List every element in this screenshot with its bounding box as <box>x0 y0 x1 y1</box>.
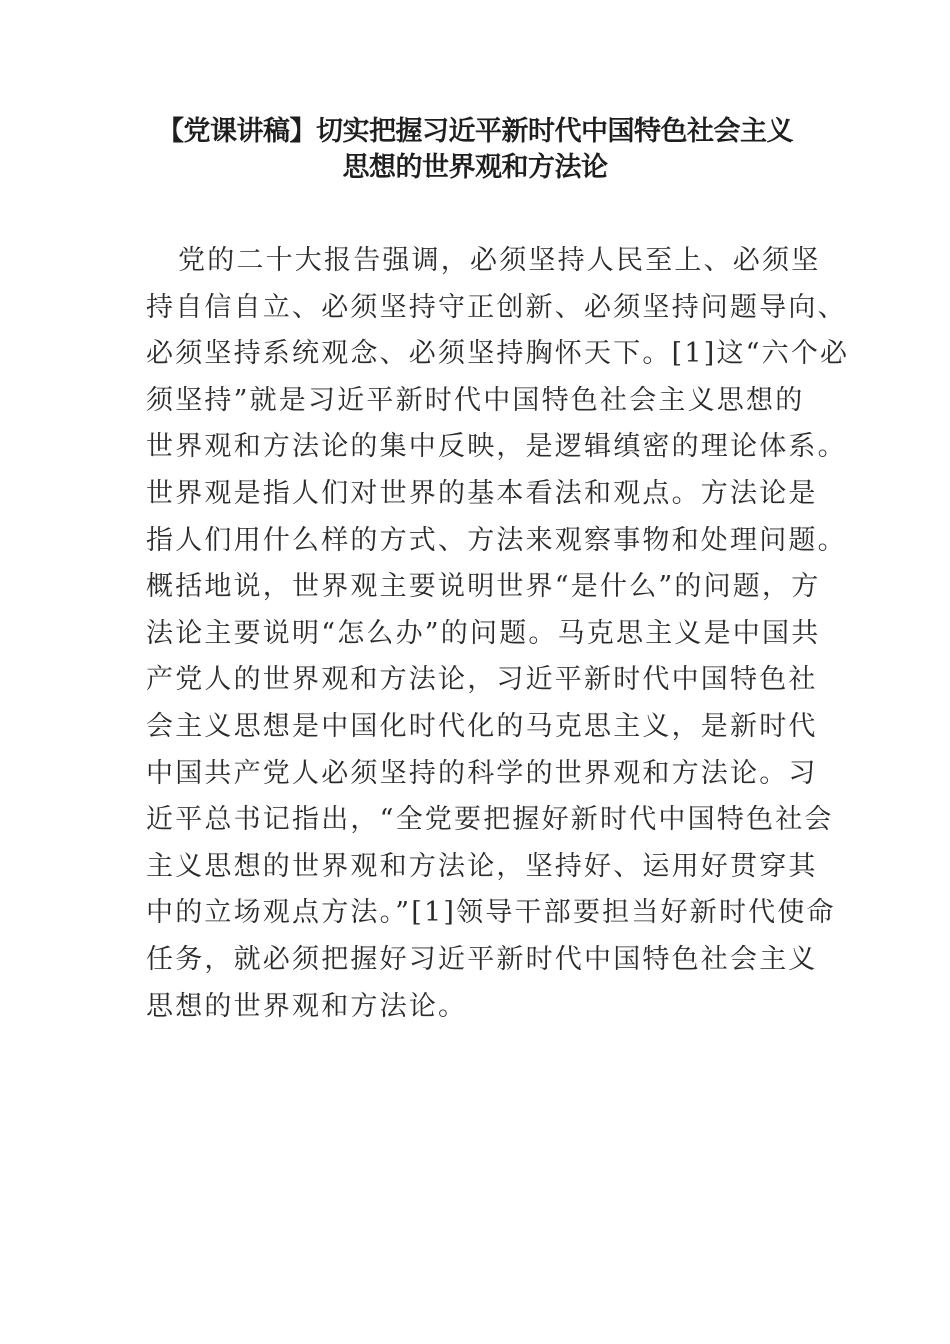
title-line: 思想的世界观和方法论 <box>342 152 608 183</box>
text-line: 指人们用什么样的方式、方法来观察事物和处理问题。 <box>146 524 847 556</box>
title-line: 【党课讲稿】切实把握习近平新时代中国特色社会主义 <box>157 116 793 147</box>
text-line: 近平总书记指出，“全党要把握好新时代中国特色社会 <box>146 804 834 836</box>
text-line: 世界观是指人们对世界的基本看法和观点。方法论是 <box>146 477 818 509</box>
text-line: 中国共产党人必须坚持的科学的世界观和方法论。习 <box>146 757 818 789</box>
text-line: 党的二十大报告强调，必须坚持人民至上、必须坚 <box>178 245 821 276</box>
text-line: 持自信自立、必须坚持守正创新、必须坚持问题导向、 <box>146 291 847 323</box>
text-line: 须坚持”就是习近平新时代中国特色社会主义思想的 <box>146 384 805 416</box>
text-line: 产党人的世界观和方法论，习近平新时代中国特色社 <box>146 664 818 696</box>
text-line: 任务，就必须把握好习近平新时代中国特色社会主义 <box>146 943 818 975</box>
text-line: 思想的世界观和方法论。 <box>146 990 468 1022</box>
text-line: 法论主要说明“怎么办”的问题。马克思主义是中国共 <box>146 617 821 649</box>
document-title <box>140 114 810 186</box>
body-paragraph <box>146 238 850 1030</box>
text-line: 主义思想的世界观和方法论，坚持好、运用好贯穿其 <box>146 850 818 882</box>
text-line: 概括地说，世界观主要说明世界“是什么”的问题，方 <box>146 571 821 603</box>
text-line: 世界观和方法论的集中反映，是逻辑缜密的理论体系。 <box>146 431 847 463</box>
text-line: 必须坚持系统观念、必须坚持胸怀天下。[1]这“六个必 <box>146 338 850 370</box>
text-line: 会主义思想是中国化时代化的马克思主义，是新时代 <box>146 710 818 742</box>
text-line: 中的立场观点方法。”[1]领导干部要担当好新时代使命 <box>146 897 836 929</box>
